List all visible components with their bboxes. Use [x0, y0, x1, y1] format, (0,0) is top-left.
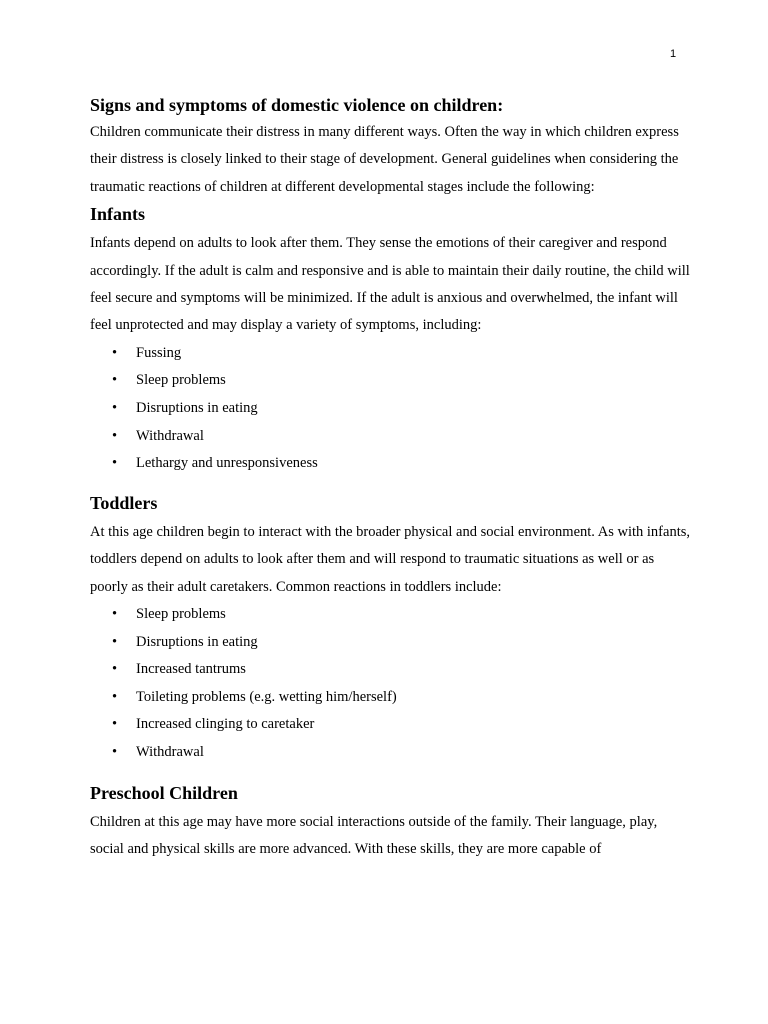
- bullet-icon: •: [112, 744, 118, 760]
- document-body: [90, 92, 690, 863]
- list-item: [90, 367, 690, 395]
- bullet-icon: •: [112, 633, 118, 650]
- list-item-text: Sleep problems: [136, 606, 226, 623]
- intro-paragraph: Children communicate their distress in many different ways. Often the way in which children express their distress is closely linked to their stage of development. General guidelines when considering the traumatic reactions of children at different developmental stages include the following:: [90, 124, 679, 195]
- list-item: [90, 656, 690, 684]
- list-item-text: Toileting problems (e.g. wetting him/herself): [136, 688, 397, 705]
- list-item: [90, 684, 690, 712]
- list-item-text: Withdrawal: [136, 427, 204, 444]
- bullet-icon: •: [112, 427, 118, 444]
- list-item: [90, 629, 690, 657]
- bullet-icon: •: [112, 372, 118, 389]
- bullet-icon: •: [112, 661, 118, 678]
- preschool-paragraph: Children at this age may have more social interactions outside of the family. Their language, play, social and physical skills are more advanced. With these skills, they are more capable of: [90, 813, 658, 857]
- bullet-icon: •: [112, 400, 118, 417]
- infants-paragraph: Infants depend on adults to look after them. They sense the emotions of their caregiver and respond accordingly. If the adult is calm and responsive and is able to maintain their daily routine, the child will feel secure and symptoms will be minimized. If the adult is anxious and overwhelmed, the infant will feel unprotected and may display a variety of symptoms, including:: [90, 235, 690, 334]
- list-item-text: Fussing: [136, 344, 182, 361]
- list-item-text: Increased clinging to caretaker: [136, 716, 315, 733]
- infants-symptom-list: [90, 340, 690, 478]
- list-item-text: Withdrawal: [136, 744, 204, 760]
- list-item: [90, 739, 690, 767]
- list-item-text: Sleep problems: [136, 372, 226, 389]
- list-item: [90, 395, 690, 423]
- list-item-text: Disruptions in eating: [136, 400, 258, 417]
- toddlers-paragraph: At this age children begin to interact with the broader physical and social environment. As with infants, toddlers depend on adults to look after them and will respond to traumatic situations as well or as poorly as their adult caretakers. Common reactions in toddlers include:: [90, 523, 690, 595]
- list-item-text: Increased tantrums: [136, 661, 246, 678]
- toddlers-symptom-list: [90, 601, 690, 767]
- page-number: 1: [670, 48, 677, 60]
- list-item: [90, 711, 690, 739]
- bullet-icon: •: [112, 716, 118, 733]
- section-heading-toddlers: Toddlers: [90, 492, 158, 513]
- document-title: Signs and symptoms of domestic violence on children:: [90, 95, 504, 115]
- list-item-text: Disruptions in eating: [136, 633, 258, 650]
- list-item: [90, 601, 690, 629]
- list-item: [90, 423, 690, 451]
- bullet-icon: •: [112, 455, 118, 472]
- list-item: [90, 450, 690, 478]
- section-heading-preschool-children: Preschool Children: [90, 782, 238, 803]
- bullet-icon: •: [112, 606, 118, 623]
- bullet-icon: •: [112, 344, 118, 361]
- section-heading-infants: Infants: [90, 204, 146, 225]
- bullet-icon: •: [112, 688, 118, 705]
- list-item: [90, 340, 690, 368]
- list-item-text: Lethargy and unresponsiveness: [136, 455, 318, 472]
